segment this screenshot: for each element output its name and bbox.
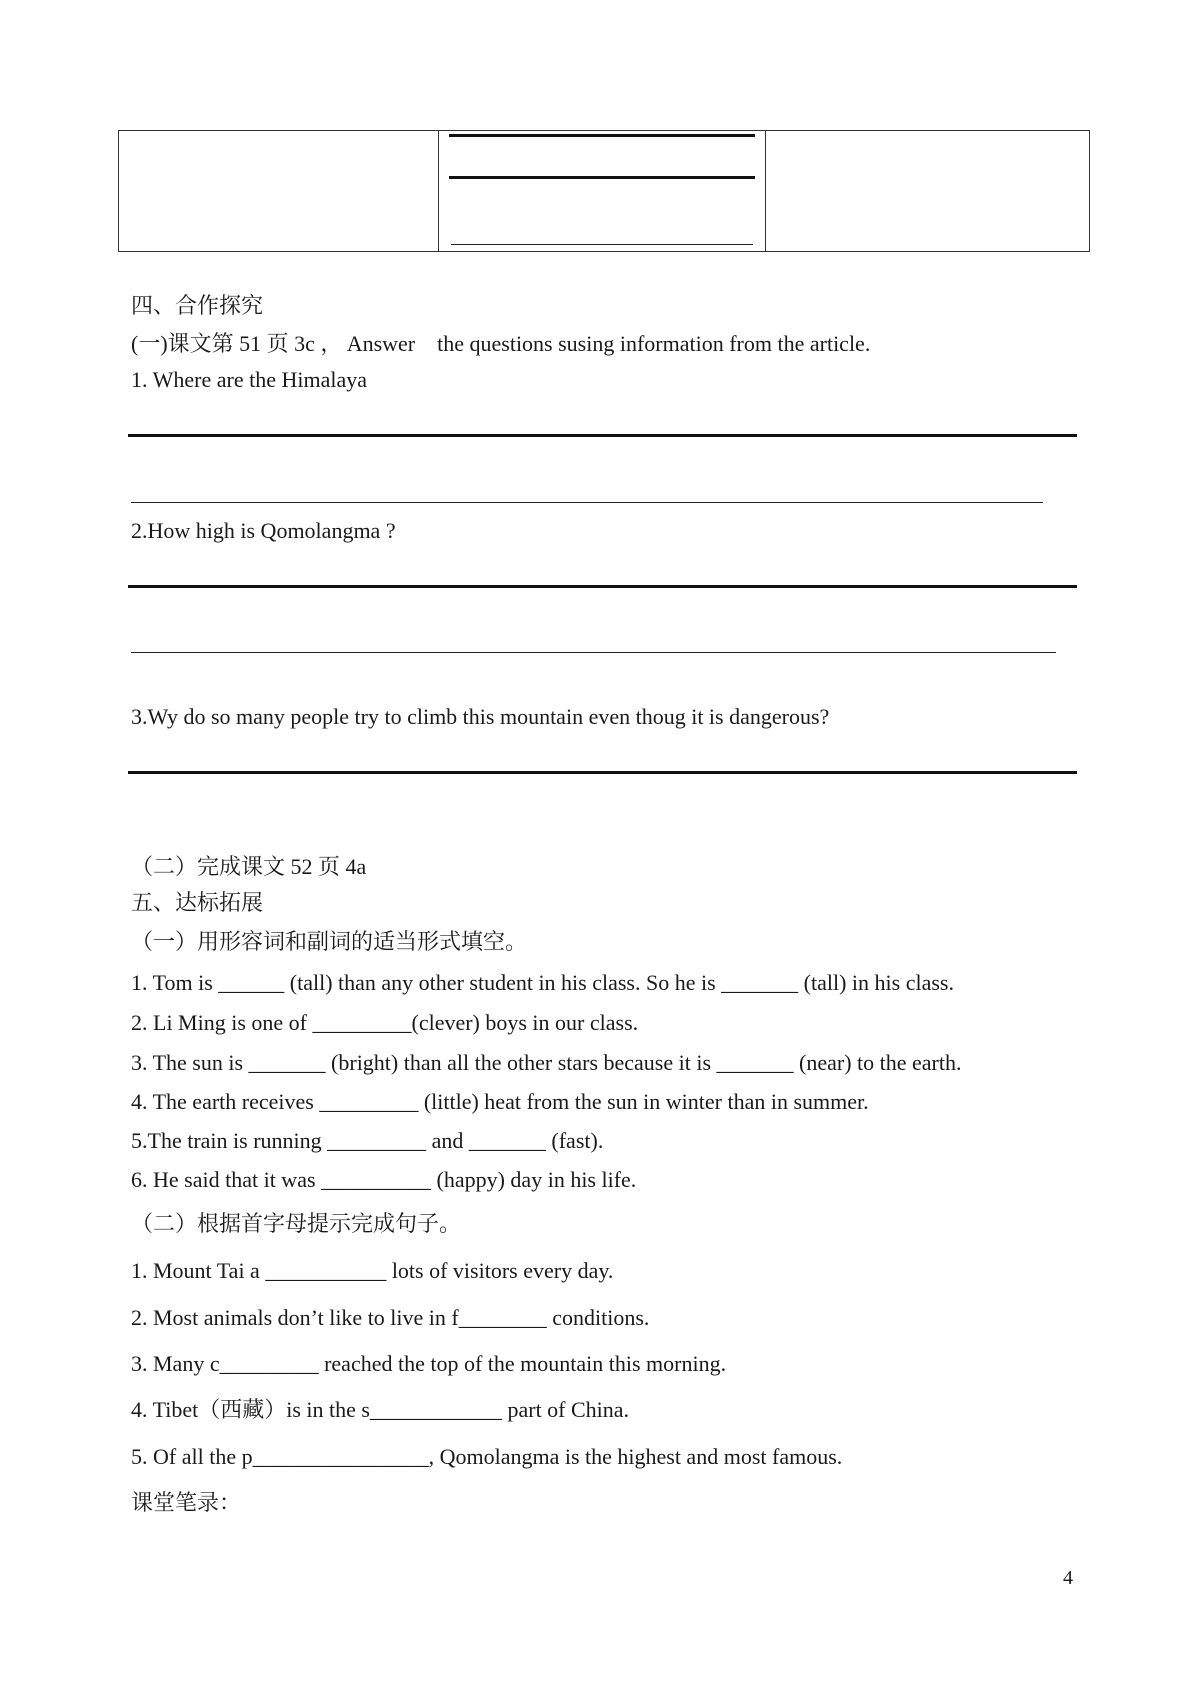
question-3: 3.Wy do so many people try to climb this mountain even thoug it is dangerous? bbox=[131, 704, 830, 729]
section-4-part-2: （二）完成课文 52 页 4a bbox=[131, 854, 367, 879]
exercise-item: 4. The earth receives _________ (little) heat from the sun in winter than in summer. bbox=[131, 1089, 869, 1114]
table-divider bbox=[438, 131, 439, 251]
answer-line bbox=[131, 652, 1056, 653]
exercise-item: 1. Mount Tai a ___________ lots of visitors every day. bbox=[131, 1258, 614, 1283]
section-4-part-1-intro: (一)课文第 51 页 3c ， Answer the questions susing information from the article. bbox=[131, 331, 871, 356]
exercise-item: 2. Most animals don’t like to live in f________ conditions. bbox=[131, 1305, 650, 1330]
question-2: 2.How high is Qomolangma ? bbox=[131, 518, 396, 543]
answer-line bbox=[128, 771, 1077, 774]
exercise-item: 4. Tibet（西藏）is in the s____________ part of China. bbox=[131, 1397, 630, 1422]
answer-line bbox=[128, 585, 1077, 588]
exercise-item: 3. The sun is _______ (bright) than all the other stars because it is _______ (near) to the earth. bbox=[131, 1050, 962, 1075]
answer-line bbox=[128, 434, 1077, 437]
section-5-part-2-title: （二）根据首字母提示完成句子。 bbox=[131, 1211, 462, 1236]
answer-line bbox=[131, 502, 1043, 503]
section-4-heading: 四、合作探究 bbox=[131, 293, 264, 318]
exercise-item: 2. Li Ming is one of _________(clever) boys in our class. bbox=[131, 1010, 639, 1035]
exercise-item: 3. Many c_________ reached the top of the mountain this morning. bbox=[131, 1351, 727, 1376]
answer-table bbox=[118, 130, 1090, 252]
answer-line bbox=[451, 244, 753, 245]
section-5-heading: 五、达标拓展 bbox=[131, 890, 264, 915]
question-1: 1. Where are the Himalaya bbox=[131, 367, 367, 392]
table-divider bbox=[765, 131, 766, 251]
section-5-part-1-title: （一）用形容词和副词的适当形式填空。 bbox=[131, 929, 528, 954]
exercise-item: 1. Tom is ______ (tall) than any other student in his class. So he is _______ (tall) in his class. bbox=[131, 970, 954, 995]
page-number: 4 bbox=[1063, 1567, 1073, 1589]
exercise-item: 6. He said that it was __________ (happy) day in his life. bbox=[131, 1167, 637, 1192]
exercise-item: 5. Of all the p________________, Qomolangma is the highest and most famous. bbox=[131, 1444, 843, 1469]
exercise-item: 5.The train is running _________ and _______ (fast). bbox=[131, 1128, 604, 1153]
answer-line bbox=[449, 176, 755, 179]
answer-line bbox=[449, 134, 755, 137]
notes-label: 课堂笔录： bbox=[131, 1490, 242, 1515]
